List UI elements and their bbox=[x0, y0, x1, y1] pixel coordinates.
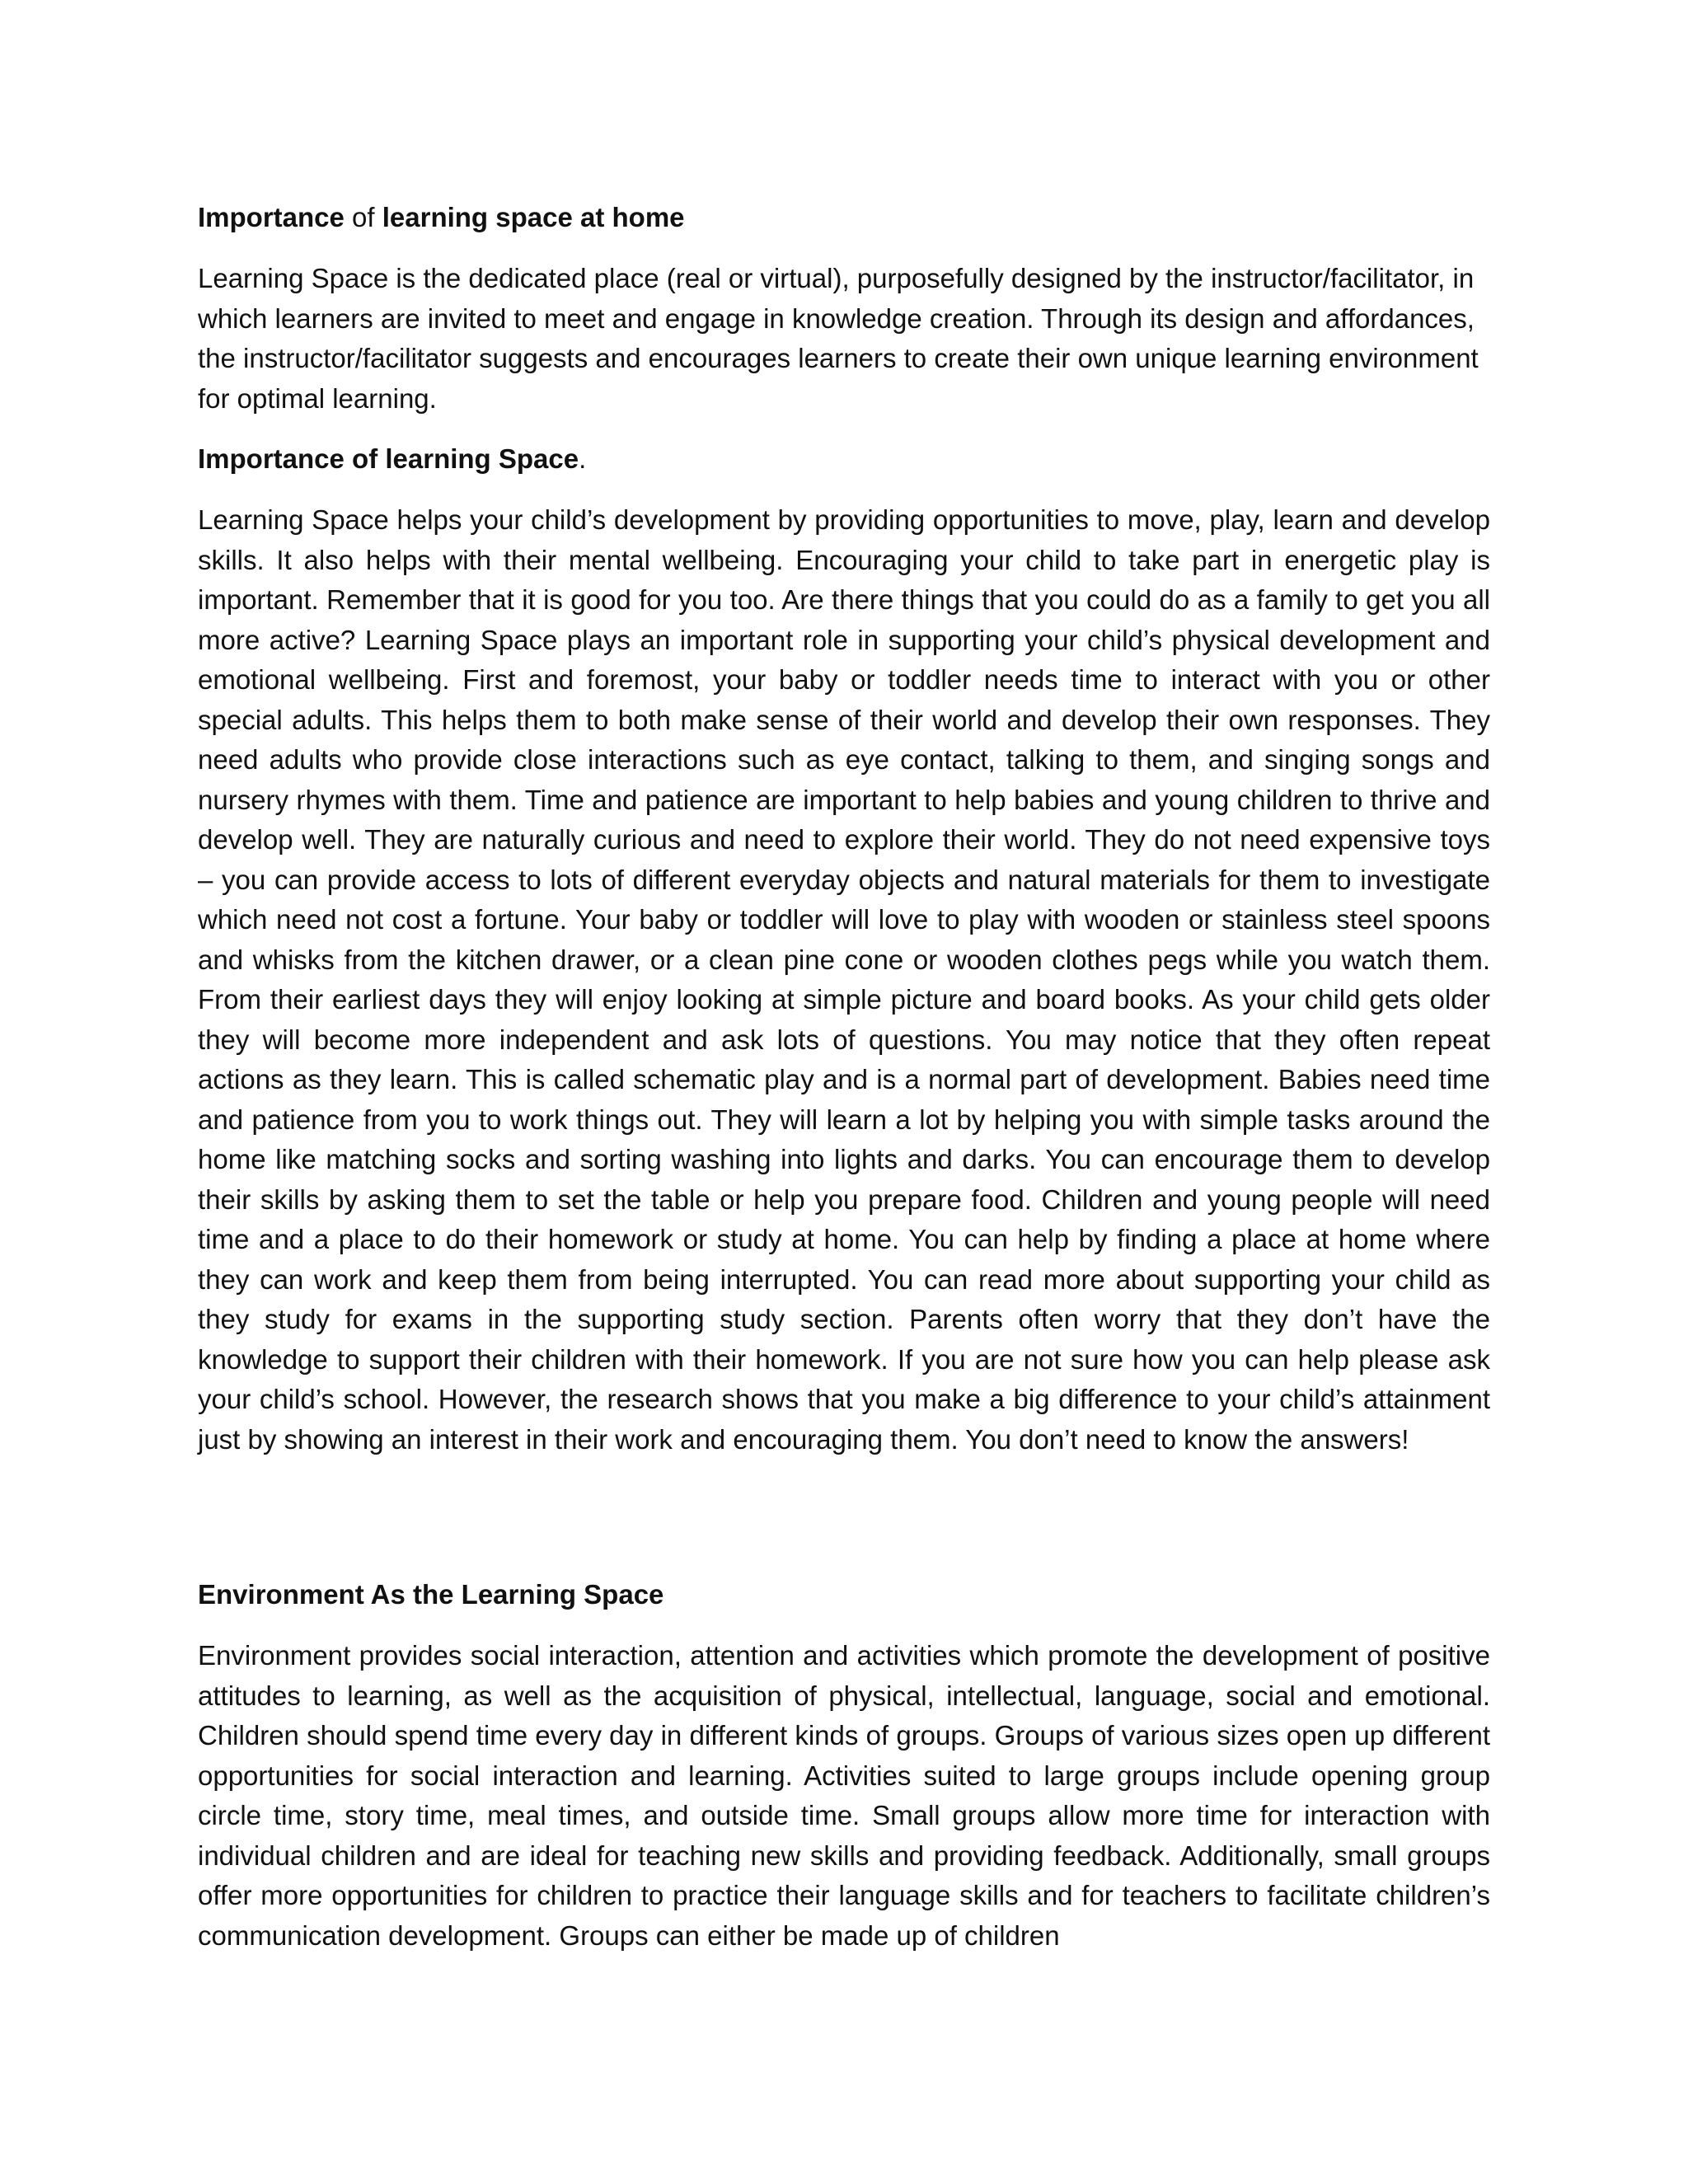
heading1-part2: of bbox=[344, 202, 382, 232]
paragraph-learning-space-definition: Learning Space is the dedicated place (real or virtual), purposefully designed by the instructor/facilitator, in which learners are invited to meet and engage in knowledge creation. Through its design and affordances, the instructor/facilitator suggests and encourages learners to create their own unique learning environment for optimal learning. bbox=[198, 263, 1479, 414]
heading2-bold: Importance of learning Space bbox=[198, 443, 579, 474]
paragraph-child-development: Learning Space helps your child’s development by providing opportunities to move, play, learn and develop skills. It also helps with their mental wellbeing. Encouraging your child to take part in energetic play is important. Remember that it is good for you too. Are there things that you could do as a family to get you all more active? Learning Space plays an important role in supporting your child’s physical development and emotional wellbeing. First and foremost, your baby or toddler needs time to interact with you or other special adults. This helps them to both make sense of their world and develop their own responses. They need adults who provide close interactions such as eye contact, talking to them, and singing songs and nursery rhymes with them. Time and patience are important to help babies and young children to thrive and develop well. They are naturally curious and need to explore their world. They do not need expensive toys – you can provide access to lots of different everyday objects and natural materials for them to investigate which need not cost a fortune. Your baby or toddler will love to play with wooden or stainless steel spoons and whisks from the kitchen drawer, or a clean pine cone or wooden clothes pegs while you watch them. From their earliest days they will enjoy looking at simple picture and board books. As your child gets older they will become more independent and ask lots of questions. You may notice that they often repeat actions as they learn. This is called schematic play and is a normal part of development. Babies need time and patience from you to work things out. They will learn a lot by helping you with simple tasks around the home like matching socks and sorting washing into lights and darks. You can encourage them to develop their skills by asking them to set the table or help you prepare food. Children and young people will need time and a place to do their homework or study at home. You can help by finding a place at home where they can work and keep them from being interrupted. You can read more about supporting your child as they study for exams in the supporting study section. Parents often worry that they don’t have the knowledge to support their children with their homework. If you are not sure how you can help please ask your child’s school. However, the research shows that you make a big difference to your child’s attainment just by showing an interest in their work and encouraging them. You don’t need to know the answers! bbox=[198, 504, 1490, 1455]
heading-importance-learning-space-at-home bbox=[198, 198, 1490, 237]
heading1-part3: learning space at home bbox=[382, 202, 685, 232]
heading-importance-of-learning-space bbox=[198, 439, 1490, 479]
paragraph-environment: Environment provides social interaction, attention and activities which promote the development of positive attitudes to learning, as well as the acquisition of physical, intellectual, language, social and emotional. Children should spend time every day in different kinds of groups. Groups of various sizes open up different opportunities for social interaction and learning. Activities suited to large groups include opening group circle time, story time, meal times, and outside time. Small groups allow more time for interaction with individual children and are ideal for teaching new skills and providing feedback. Additionally, small groups offer more opportunities for children to practice their language skills and for teachers to facilitate children’s communication development. Groups can either be made up of children bbox=[198, 1640, 1490, 1951]
heading3-text: Environment As the Learning Space bbox=[198, 1579, 664, 1610]
heading2-trail: . bbox=[579, 443, 587, 474]
heading1-part1: Importance bbox=[198, 202, 345, 232]
heading-environment-as-learning-space bbox=[198, 1575, 1490, 1615]
